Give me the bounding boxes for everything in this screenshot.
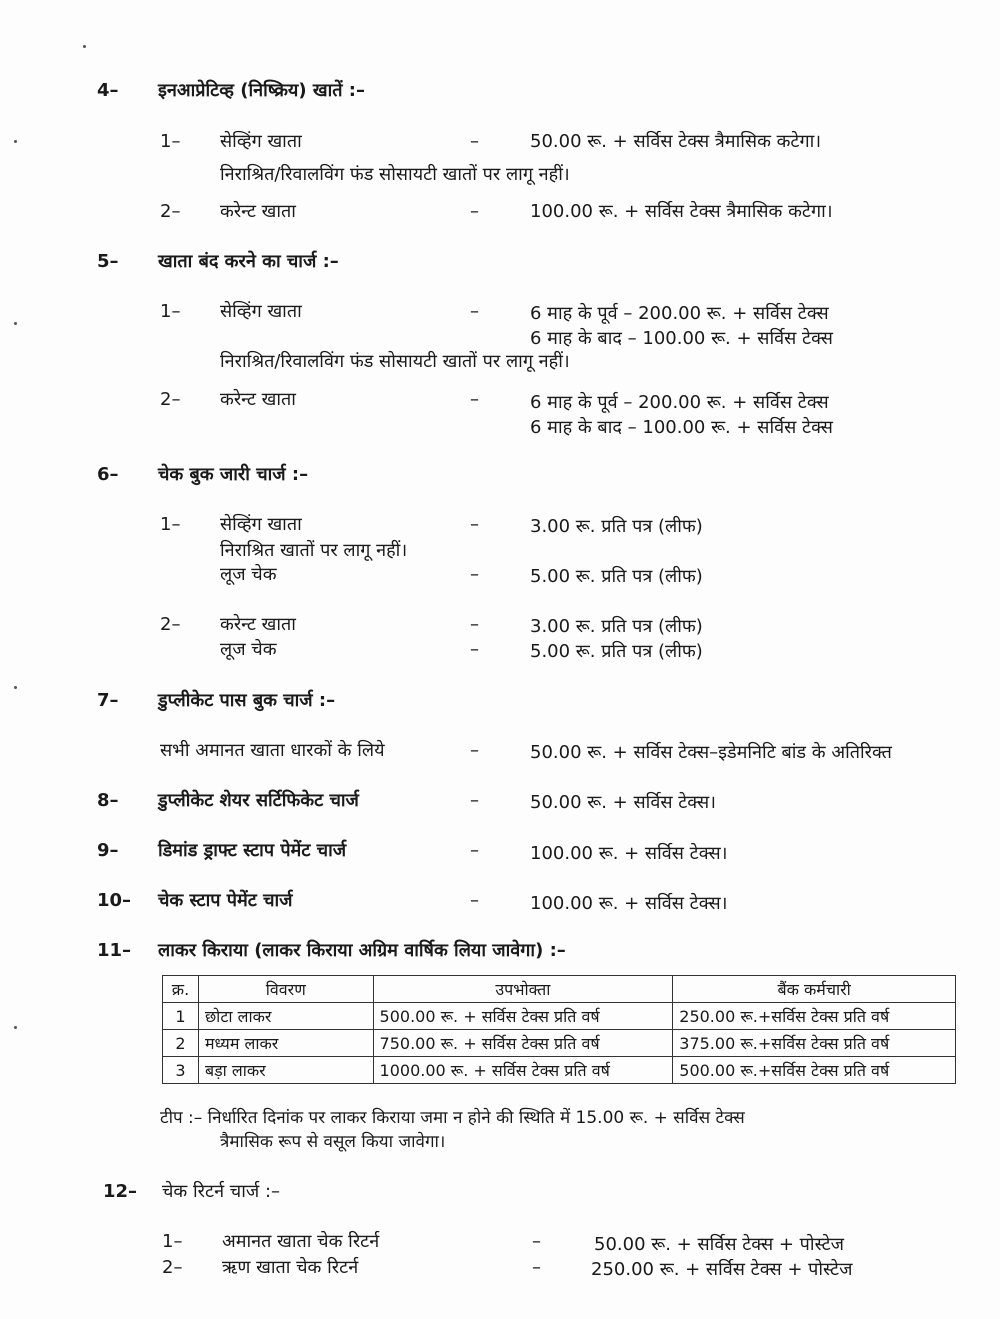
section-6-item-2-value: 3.00 रू. प्रति पत्र (लीफ): [530, 616, 703, 637]
section-9-title: डिमांड ड्राफ्ट स्टाप पेमेंट चार्ज: [158, 840, 347, 861]
section-4-item-1-value: 50.00 रू. + सर्विस टेक्स त्रैमासिक कटेगा।: [530, 131, 822, 152]
section-4-item-1-label: सेव्हिंग खाता: [220, 131, 302, 152]
section-9-dash: –: [470, 840, 479, 861]
section-5-item-1-label: सेव्हिंग खाता: [220, 301, 302, 322]
section-11-number: 11–: [97, 940, 132, 961]
locker-employee-rate: 375.00 रू.+सर्विस टेक्स प्रति वर्ष: [673, 1030, 956, 1057]
section-4-item-2-label: करेन्ट खाता: [220, 201, 296, 222]
section-6-item-2-label: करेन्ट खाता: [220, 614, 296, 635]
section-5-item-1-value-before: 6 माह के पूर्व – 200.00 रू. + सर्विस टेक्स: [530, 303, 829, 324]
section-6-loose-cheque-1-dash: –: [470, 564, 479, 585]
section-6-loose-cheque-2-label: लूज चेक: [220, 639, 277, 660]
section-10-dash: –: [470, 890, 479, 911]
section-6-item-1-label: सेव्हिंग खाता: [220, 514, 302, 535]
section-6-title: चेक बुक जारी चार्ज :–: [158, 464, 309, 485]
section-9-value: 100.00 रू. + सर्विस टेक्स।: [530, 843, 728, 864]
section-4-note: निराश्रित/रिवालविंग फंड सोसायटी खातों पर लागू नहीं।: [220, 164, 570, 185]
section-12-item-1-dash: –: [532, 1231, 541, 1252]
section-9-number: 9–: [97, 840, 119, 861]
section-10-number: 10–: [97, 890, 132, 911]
section-5-item-1-value-after: 6 माह के बाद – 100.00 रू. + सर्विस टेक्स: [530, 328, 833, 349]
section-10-title: चेक स्टाप पेमेंट चार्ज: [158, 890, 293, 911]
section-5-title: खाता बंद करने का चार्ज :–: [158, 251, 339, 272]
section-7-row-dash: –: [470, 740, 479, 761]
section-12-item-1-value: 50.00 रू. + सर्विस टेक्स + पोस्टेज: [594, 1234, 844, 1255]
section-6-loose-cheque-1-value: 5.00 रू. प्रति पत्र (लीफ): [530, 566, 703, 587]
locker-rent-table: [162, 975, 956, 1084]
table-row: [163, 1030, 956, 1057]
scan-speck: [14, 1026, 17, 1029]
section-5-note: निराश्रित/रिवालविंग फंड सोसायटी खातों पर लागू नहीं।: [220, 351, 570, 372]
section-11-note-line-2: त्रैमासिक रूप से वसूल किया जावेगा।: [220, 1132, 446, 1152]
section-6-item-1-number: 1–: [160, 514, 181, 535]
section-12-number: 12–: [103, 1181, 138, 1202]
section-12-item-2-dash: –: [532, 1257, 541, 1278]
section-6-note: निराश्रित खातों पर लागू नहीं।: [220, 540, 408, 561]
section-5-item-2-value-before: 6 माह के पूर्व – 200.00 रू. + सर्विस टेक्स: [530, 392, 829, 413]
section-8-value: 50.00 रू. + सर्विस टेक्स।: [530, 792, 716, 813]
section-10-value: 100.00 रू. + सर्विस टेक्स।: [530, 893, 728, 914]
section-8-number: 8–: [97, 790, 119, 811]
section-5-number: 5–: [97, 251, 119, 272]
locker-description: मध्यम लाकर: [198, 1030, 373, 1057]
locker-serial: 2: [163, 1030, 199, 1057]
section-4-number: 4–: [97, 80, 119, 101]
section-6-number: 6–: [97, 464, 119, 485]
section-4-item-2-dash: –: [470, 201, 479, 222]
locker-header-consumer: उपभोक्ता: [373, 976, 673, 1003]
section-7-number: 7–: [97, 690, 119, 711]
section-5-item-2-label: करेन्ट खाता: [220, 389, 296, 410]
locker-table-header-row: [163, 976, 956, 1003]
section-12-item-1-label: अमानत खाता चेक रिटर्न: [222, 1231, 380, 1252]
locker-consumer-rate: 500.00 रू. + सर्विस टेक्स प्रति वर्ष: [373, 1003, 673, 1030]
section-5-item-2-dash: –: [470, 389, 479, 410]
section-5-item-1-number: 1–: [160, 301, 181, 322]
section-12-item-2-value: 250.00 रू. + सर्विस टेक्स + पोस्टेज: [591, 1259, 853, 1280]
section-6-item-2-dash: –: [470, 614, 479, 635]
section-6-loose-cheque-1-label: लूज चेक: [220, 564, 277, 585]
scan-speck: [14, 686, 17, 689]
scan-speck: [14, 140, 17, 143]
scan-speck: [83, 45, 86, 48]
table-row: [163, 1057, 956, 1084]
locker-serial: 1: [163, 1003, 199, 1030]
section-5-item-2-number: 2–: [160, 389, 181, 410]
locker-description: छोटा लाकर: [198, 1003, 373, 1030]
section-7-row-value: 50.00 रू. + सर्विस टेक्स–इडेमनिटि बांड के अतिरिक्त: [530, 742, 892, 763]
section-4-item-2-value: 100.00 रू. + सर्विस टेक्स त्रैमासिक कटेगा।: [530, 201, 833, 222]
section-11-note-line-1: टीप :– निर्धारित दिनांक पर लाकर किराया जमा न होने की स्थिति में 15.00 रू. + सर्विस टेक्स: [160, 1108, 745, 1128]
section-4-item-1-number: 1–: [160, 131, 181, 152]
section-7-row-label: सभी अमानत खाता धारकों के लिये: [160, 740, 385, 761]
locker-consumer-rate: 750.00 रू. + सर्विस टेक्स प्रति वर्ष: [373, 1030, 673, 1057]
locker-employee-rate: 500.00 रू.+सर्विस टेक्स प्रति वर्ष: [673, 1057, 956, 1084]
section-8-title: डुप्लीकेट शेयर सर्टिफिकेट चार्ज: [158, 790, 359, 811]
section-6-item-1-dash: –: [470, 514, 479, 535]
locker-employee-rate: 250.00 रू.+सर्विस टेक्स प्रति वर्ष: [673, 1003, 956, 1030]
section-7-title: डुप्लीकेट पास बुक चार्ज :–: [158, 690, 336, 711]
section-4-item-1-dash: –: [470, 131, 479, 152]
section-12-item-1-number: 1–: [162, 1231, 183, 1252]
section-6-loose-cheque-2-value: 5.00 रू. प्रति पत्र (लीफ): [530, 641, 703, 662]
section-6-item-1-value: 3.00 रू. प्रति पत्र (लीफ): [530, 516, 703, 537]
section-4-item-2-number: 2–: [160, 201, 181, 222]
section-5-item-2-value-after: 6 माह के बाद – 100.00 रू. + सर्विस टेक्स: [530, 417, 833, 438]
section-5-item-1-dash: –: [470, 301, 479, 322]
section-4-title: इनआप्रेटिव्ह (निष्क्रिय) खातें :–: [158, 80, 365, 101]
table-row: [163, 1003, 956, 1030]
locker-header-description: विवरण: [198, 976, 373, 1003]
section-6-item-2-number: 2–: [160, 614, 181, 635]
section-12-item-2-label: ऋण खाता चेक रिटर्न: [222, 1257, 359, 1278]
locker-description: बड़ा लाकर: [198, 1057, 373, 1084]
section-11-title: लाकर किराया (लाकर किराया अग्रिम वार्षिक लिया जावेगा) :–: [158, 940, 566, 961]
locker-serial: 3: [163, 1057, 199, 1084]
section-12-title: चेक रिटर्न चार्ज :–: [162, 1181, 281, 1202]
locker-consumer-rate: 1000.00 रू. + सर्विस टेक्स प्रति वर्ष: [373, 1057, 673, 1084]
locker-header-bank-employee: बैंक कर्मचारी: [673, 976, 956, 1003]
section-12-item-2-number: 2–: [162, 1257, 183, 1278]
section-8-dash: –: [470, 790, 479, 811]
locker-header-serial: क्र.: [163, 976, 199, 1003]
section-6-loose-cheque-2-dash: –: [470, 639, 479, 660]
scan-speck: [14, 322, 17, 325]
